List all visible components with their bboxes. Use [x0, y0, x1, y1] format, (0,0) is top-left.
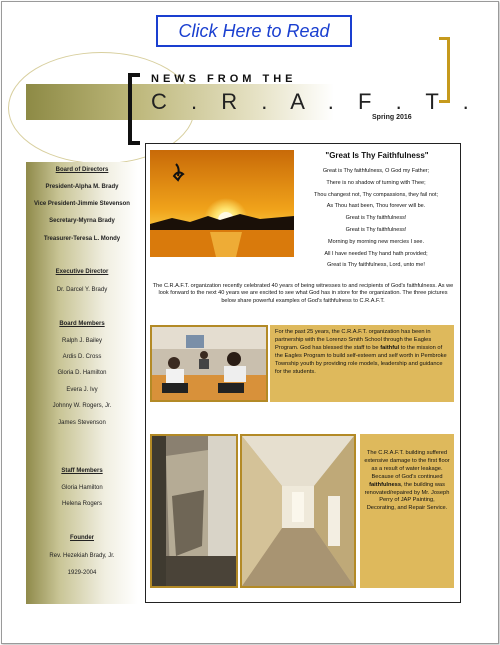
sunset-image	[150, 150, 294, 257]
poem-line: Great is Thy faithfulness, O God my Father;	[322, 168, 430, 174]
building-repair-text	[364, 450, 450, 513]
founder-heading: Founder	[70, 535, 94, 541]
intro-paragraph: The C.R.A.F.T. organization recently celebrated 40 years of being witnesses to and recipients of God's faithfulness. As we look forward to the next 40 years we are excited to see what God has in store for the organization. The three pictures below share powerful examples of God's faithfulness to C.R.A.F.T.	[152, 283, 454, 304]
damage-image	[152, 436, 236, 586]
building-text-part: , the building was renovated/repaired by Mr. Joseph Perry of JAP Painting, Decorating, and Repair Service.	[364, 481, 450, 512]
hallway-photo	[240, 434, 356, 588]
board-member: Ardis D. Cross	[62, 354, 102, 360]
damage-photo	[150, 434, 238, 588]
hallway-image	[242, 436, 354, 586]
staff-member: Gloria Hamilton	[61, 485, 103, 491]
sunset-photo	[150, 150, 294, 257]
board-member: Johnny W. Rogers, Jr.	[52, 403, 112, 409]
board-director: President-Alpha M. Brady	[45, 184, 119, 190]
eagles-text-part: For the past 25 years, the C.R.A.F.T. organization has been in partnership with the Lorenzo Smith School through the Eagles Program. God has blessed the staff to be	[275, 329, 432, 351]
poem-line: Great is Thy faithfulness, Lord, unto me!	[327, 262, 425, 268]
poem-line: As Thou hast been, Thou forever will be.	[326, 203, 426, 209]
classroom-image	[152, 327, 266, 400]
faithful-emphasis: faithful	[380, 344, 400, 351]
poem-line: Morning by morning new mercies I see.	[328, 239, 424, 245]
staff-member: Helena Rogers	[61, 501, 103, 507]
board-member: Gloria D. Hamilton	[57, 370, 107, 376]
poem-line: Great is Thy faithfulness!	[345, 227, 407, 233]
board-member: James Stevenson	[58, 420, 106, 426]
poem-line: All I have needed Thy hand hath provided;	[324, 251, 428, 257]
eagles-text-part: to the mission of the Eagles Program to build self-esteem and self worth in Pembroke Township youth by providing role models, leadership and guidance for the students.	[275, 344, 447, 375]
masthead-subtitle: NEWS FROM THE	[151, 73, 297, 85]
founder-years: 1929-2004	[67, 570, 97, 576]
executive-director-heading: Executive Director	[55, 269, 109, 275]
masthead-title: C . R . A . F . T .	[151, 89, 478, 114]
founder-name: Rev. Hezekiah Brady, Jr.	[49, 553, 115, 559]
board-director: Secretary-Myrna Brady	[49, 218, 115, 224]
board-director: Treasurer-Teresa L. Mondy	[43, 236, 121, 242]
faithfulness-emphasis: faithfulness	[369, 481, 401, 488]
poem-title: "Great Is Thy Faithfulness"	[325, 151, 429, 160]
board-director: Vice President-Jimmie Stevenson	[34, 201, 130, 207]
board-member: Ralph J. Bailey	[61, 338, 103, 344]
left-bracket-ornament	[128, 73, 140, 145]
eagles-program-text	[275, 329, 449, 376]
building-text-part: The C.R.A.F.T. building suffered extensive damage to the first floor as a result of water leakage. Because of God's continued	[364, 450, 450, 480]
board-of-directors-heading: Board of Directors	[55, 167, 109, 173]
issue-date: Spring 2016	[372, 114, 412, 121]
poem-line: There is no shadow of turning with Thee;	[326, 180, 426, 186]
staff-members-heading: Staff Members	[61, 468, 103, 474]
board-members-heading: Board Members	[59, 321, 105, 327]
building-repair-box	[360, 434, 454, 588]
classroom-photo	[150, 325, 268, 402]
board-member: Evera J. Ivy	[66, 387, 98, 393]
click-here-to-read-button[interactable]: Click Here to Read	[156, 15, 352, 47]
poem-line: Thou changest not, Thy compassions, they fail not;	[313, 192, 439, 198]
poem-line: Great is Thy faithfulness!	[345, 215, 407, 221]
eagles-program-box	[270, 325, 454, 402]
executive-director-name: Dr. Darcel Y. Brady	[56, 287, 108, 293]
